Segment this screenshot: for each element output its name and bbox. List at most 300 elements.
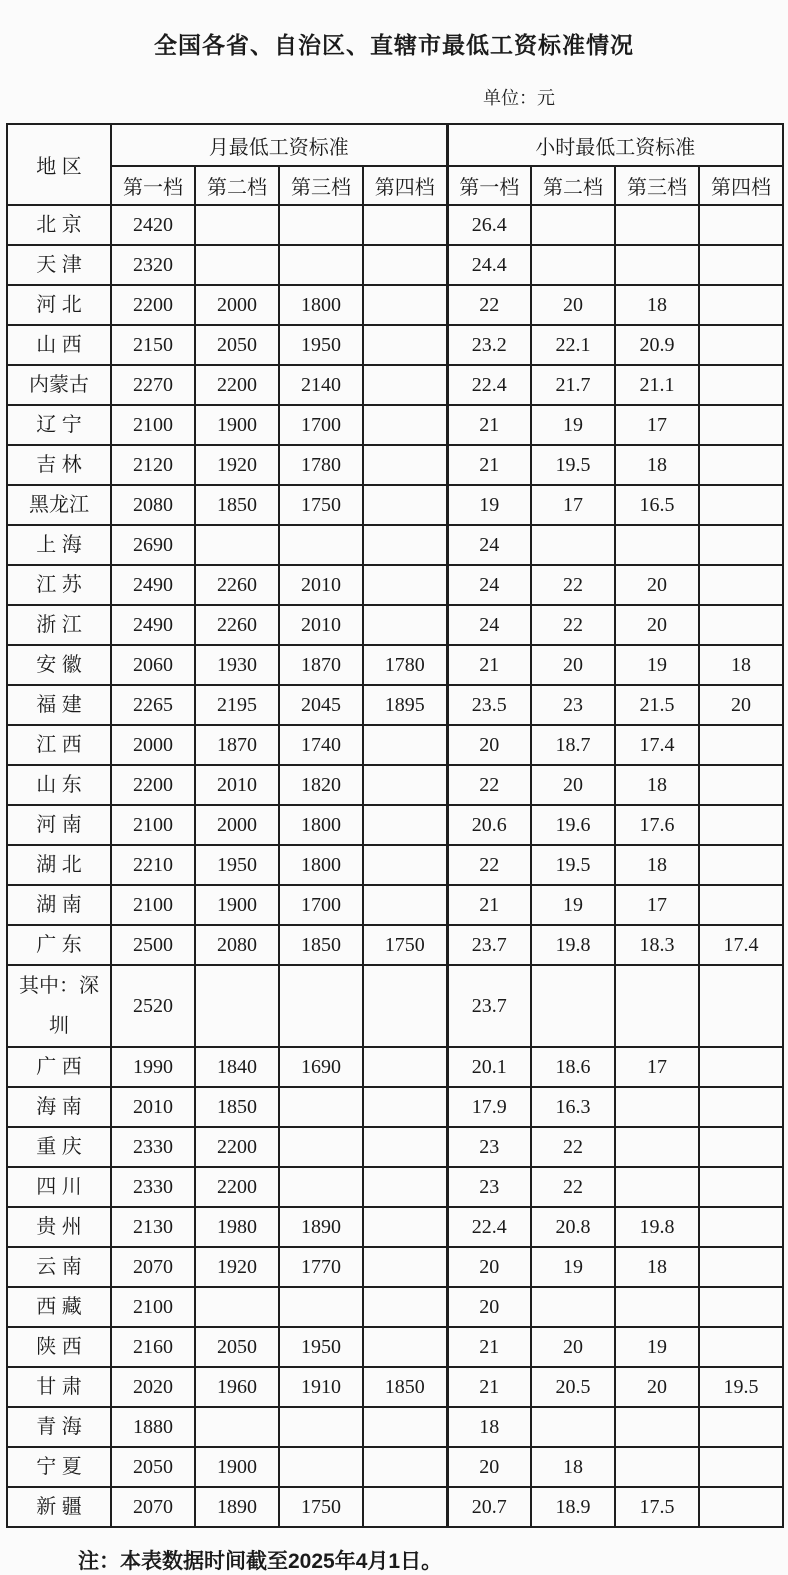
value-cell [699, 605, 783, 645]
value-cell: 20.5 [531, 1367, 615, 1407]
value-cell [279, 1287, 363, 1327]
value-cell: 20 [615, 565, 699, 605]
value-cell [363, 1447, 447, 1487]
value-cell: 21.1 [615, 365, 699, 405]
value-cell: 2000 [111, 725, 195, 765]
value-cell: 2100 [111, 1287, 195, 1327]
value-cell [531, 245, 615, 285]
value-cell: 1770 [279, 1247, 363, 1287]
value-cell: 17 [615, 405, 699, 445]
table-row [7, 1087, 783, 1127]
value-cell: 2210 [111, 845, 195, 885]
value-cell: 20 [531, 645, 615, 685]
table-row [7, 965, 783, 1047]
value-cell: 2260 [195, 605, 279, 645]
value-cell: 19 [447, 485, 531, 525]
value-cell: 24 [447, 525, 531, 565]
value-cell: 26.4 [447, 205, 531, 245]
value-cell: 20.9 [615, 325, 699, 365]
table-row [7, 1127, 783, 1167]
value-cell [363, 1167, 447, 1207]
value-cell: 2330 [111, 1167, 195, 1207]
value-cell: 23.7 [447, 965, 531, 1047]
value-cell: 19 [615, 645, 699, 685]
region-cell: 其中：深圳 [7, 965, 111, 1047]
value-cell: 1800 [279, 845, 363, 885]
value-cell [363, 845, 447, 885]
value-cell [699, 525, 783, 565]
value-cell [363, 1127, 447, 1167]
value-cell [615, 525, 699, 565]
value-cell: 2195 [195, 685, 279, 725]
value-cell: 18 [615, 1247, 699, 1287]
value-cell: 2010 [279, 605, 363, 645]
region-cell: 重 庆 [7, 1127, 111, 1167]
value-cell: 1800 [279, 285, 363, 325]
value-cell [699, 365, 783, 405]
value-cell: 23.5 [447, 685, 531, 725]
value-cell: 1820 [279, 765, 363, 805]
region-cell: 辽 宁 [7, 405, 111, 445]
footer-note: 注：本表数据时间截至2025年4月1日。 [78, 1550, 443, 1573]
region-cell: 甘 肃 [7, 1367, 111, 1407]
value-cell: 20 [447, 1447, 531, 1487]
value-cell: 1740 [279, 725, 363, 765]
value-cell: 1750 [279, 485, 363, 525]
table-row [7, 1167, 783, 1207]
value-cell: 22 [447, 845, 531, 885]
value-cell: 2045 [279, 685, 363, 725]
value-cell [699, 565, 783, 605]
table-row [7, 405, 783, 445]
value-cell [615, 245, 699, 285]
value-cell: 2080 [195, 925, 279, 965]
table-row [7, 285, 783, 325]
region-cell: 江 西 [7, 725, 111, 765]
value-cell: 21 [447, 645, 531, 685]
value-cell [531, 525, 615, 565]
value-cell: 1990 [111, 1047, 195, 1087]
value-cell [531, 965, 615, 1047]
value-cell: 2320 [111, 245, 195, 285]
value-cell [699, 1047, 783, 1087]
value-cell [363, 1407, 447, 1447]
value-cell: 19.5 [531, 445, 615, 485]
value-cell: 2500 [111, 925, 195, 965]
value-cell [363, 965, 447, 1047]
table-row [7, 725, 783, 765]
monthly-group-header: 月最低工资标准 [111, 124, 447, 166]
value-cell: 19 [531, 405, 615, 445]
value-cell [531, 1407, 615, 1447]
value-cell: 16.5 [615, 485, 699, 525]
value-cell: 20 [531, 765, 615, 805]
value-cell: 2000 [195, 285, 279, 325]
value-cell [363, 765, 447, 805]
value-cell: 2070 [111, 1247, 195, 1287]
value-cell: 2020 [111, 1367, 195, 1407]
value-cell: 18 [615, 285, 699, 325]
table-row [7, 765, 783, 805]
value-cell [363, 885, 447, 925]
value-cell: 2060 [111, 645, 195, 685]
value-cell: 1960 [195, 1367, 279, 1407]
value-cell [363, 485, 447, 525]
value-cell: 23 [531, 685, 615, 725]
value-cell: 23 [447, 1167, 531, 1207]
value-cell [699, 965, 783, 1047]
value-cell: 1870 [279, 645, 363, 685]
value-cell: 22 [447, 285, 531, 325]
value-cell: 2160 [111, 1327, 195, 1367]
value-cell: 2200 [111, 765, 195, 805]
region-cell: 河 南 [7, 805, 111, 845]
value-cell: 23.2 [447, 325, 531, 365]
region-cell: 上 海 [7, 525, 111, 565]
value-cell: 1950 [279, 325, 363, 365]
value-cell: 1800 [279, 805, 363, 845]
value-cell: 1900 [195, 1447, 279, 1487]
value-cell: 17.6 [615, 805, 699, 845]
value-cell: 22.4 [447, 365, 531, 405]
table-row [7, 1047, 783, 1087]
value-cell [699, 1087, 783, 1127]
value-cell [363, 525, 447, 565]
value-cell [699, 725, 783, 765]
value-cell: 19 [615, 1327, 699, 1367]
table-row [7, 1327, 783, 1367]
table-row [7, 1247, 783, 1287]
value-cell [363, 565, 447, 605]
value-cell: 1900 [195, 405, 279, 445]
value-cell: 22 [531, 1167, 615, 1207]
value-cell: 20.7 [447, 1487, 531, 1527]
value-cell: 19.8 [531, 925, 615, 965]
value-cell: 2520 [111, 965, 195, 1047]
value-cell: 1840 [195, 1047, 279, 1087]
value-cell: 2490 [111, 605, 195, 645]
value-cell: 22 [447, 765, 531, 805]
table-row [7, 325, 783, 365]
value-cell [615, 965, 699, 1047]
value-cell: 1780 [279, 445, 363, 485]
value-cell: 2010 [111, 1087, 195, 1127]
value-cell [615, 1407, 699, 1447]
value-cell [195, 965, 279, 1047]
wage-table-body [7, 205, 783, 1527]
minimum-wage-table [6, 123, 784, 1528]
value-cell: 20.1 [447, 1047, 531, 1087]
value-cell [195, 1287, 279, 1327]
value-cell [699, 1487, 783, 1527]
value-cell [363, 1207, 447, 1247]
value-cell: 2200 [111, 285, 195, 325]
value-cell: 2200 [195, 1127, 279, 1167]
value-cell: 17 [615, 1047, 699, 1087]
table-row [7, 805, 783, 845]
value-cell [615, 1287, 699, 1327]
value-cell [195, 1407, 279, 1447]
monthly-tier-1-header: 第一档 [111, 166, 195, 205]
value-cell [195, 245, 279, 285]
value-cell: 1930 [195, 645, 279, 685]
value-cell: 20 [531, 285, 615, 325]
monthly-tier-3-header: 第三档 [279, 166, 363, 205]
value-cell [699, 405, 783, 445]
hourly-tier-1-header: 第一档 [447, 166, 531, 205]
value-cell: 2120 [111, 445, 195, 485]
value-cell: 21.5 [615, 685, 699, 725]
value-cell: 20 [699, 685, 783, 725]
value-cell [363, 1087, 447, 1127]
value-cell: 1890 [195, 1487, 279, 1527]
value-cell: 18 [615, 765, 699, 805]
region-cell: 山 西 [7, 325, 111, 365]
value-cell: 22 [531, 1127, 615, 1167]
region-cell: 天 津 [7, 245, 111, 285]
value-cell [699, 445, 783, 485]
value-cell: 1900 [195, 885, 279, 925]
monthly-tier-4-header: 第四档 [363, 166, 447, 205]
value-cell [699, 205, 783, 245]
value-cell: 1890 [279, 1207, 363, 1247]
value-cell: 22.4 [447, 1207, 531, 1247]
value-cell: 17.4 [699, 925, 783, 965]
table-row [7, 845, 783, 885]
value-cell [699, 1327, 783, 1367]
value-cell: 18 [615, 845, 699, 885]
value-cell: 19 [531, 885, 615, 925]
value-cell [615, 1127, 699, 1167]
region-cell: 河 北 [7, 285, 111, 325]
region-cell: 江 苏 [7, 565, 111, 605]
value-cell [699, 1207, 783, 1247]
value-cell [279, 205, 363, 245]
value-cell: 1950 [195, 845, 279, 885]
region-cell: 山 东 [7, 765, 111, 805]
value-cell: 1850 [195, 1087, 279, 1127]
value-cell: 19.5 [531, 845, 615, 885]
value-cell: 1950 [279, 1327, 363, 1367]
table-row [7, 925, 783, 965]
value-cell: 2270 [111, 365, 195, 405]
region-cell: 新 疆 [7, 1487, 111, 1527]
value-cell: 21 [447, 405, 531, 445]
hourly-tier-2-header: 第二档 [531, 166, 615, 205]
value-cell [363, 285, 447, 325]
value-cell: 20.8 [531, 1207, 615, 1247]
unit-label: 单位：元 [483, 88, 555, 108]
value-cell: 2690 [111, 525, 195, 565]
value-cell: 17.4 [615, 725, 699, 765]
value-cell [699, 845, 783, 885]
value-cell [279, 1407, 363, 1447]
value-cell: 1910 [279, 1367, 363, 1407]
region-cell: 宁 夏 [7, 1447, 111, 1487]
value-cell [279, 1167, 363, 1207]
table-row [7, 565, 783, 605]
table-row [7, 1487, 783, 1527]
value-cell: 18.7 [531, 725, 615, 765]
hourly-tier-4-header: 第四档 [699, 166, 783, 205]
value-cell [363, 325, 447, 365]
value-cell: 22 [531, 565, 615, 605]
table-row [7, 685, 783, 725]
value-cell: 2050 [111, 1447, 195, 1487]
region-cell: 广 东 [7, 925, 111, 965]
value-cell [699, 1447, 783, 1487]
region-cell: 四 川 [7, 1167, 111, 1207]
region-cell: 陕 西 [7, 1327, 111, 1367]
value-cell: 2070 [111, 1487, 195, 1527]
value-cell: 17 [531, 485, 615, 525]
value-cell [279, 1087, 363, 1127]
value-cell: 1750 [363, 925, 447, 965]
value-cell: 17.5 [615, 1487, 699, 1527]
region-cell: 云 南 [7, 1247, 111, 1287]
value-cell [699, 1247, 783, 1287]
value-cell: 2330 [111, 1127, 195, 1167]
value-cell [699, 1407, 783, 1447]
value-cell: 21 [447, 1327, 531, 1367]
table-row [7, 365, 783, 405]
value-cell [615, 205, 699, 245]
value-cell: 20 [615, 605, 699, 645]
value-cell: 2100 [111, 885, 195, 925]
region-cell: 安 徽 [7, 645, 111, 685]
value-cell: 19 [531, 1247, 615, 1287]
value-cell [615, 1087, 699, 1127]
value-cell: 16.3 [531, 1087, 615, 1127]
value-cell: 17 [615, 885, 699, 925]
table-row [7, 1447, 783, 1487]
value-cell [699, 485, 783, 525]
value-cell [279, 1127, 363, 1167]
value-cell: 20 [531, 1327, 615, 1367]
table-row [7, 1407, 783, 1447]
value-cell [363, 1247, 447, 1287]
region-cell: 湖 北 [7, 845, 111, 885]
value-cell [699, 885, 783, 925]
value-cell: 2150 [111, 325, 195, 365]
region-cell: 贵 州 [7, 1207, 111, 1247]
region-cell: 黑龙江 [7, 485, 111, 525]
value-cell [615, 1447, 699, 1487]
value-cell: 22.1 [531, 325, 615, 365]
value-cell: 18.6 [531, 1047, 615, 1087]
table-row [7, 1367, 783, 1407]
value-cell [531, 1287, 615, 1327]
value-cell: 2260 [195, 565, 279, 605]
value-cell: 2050 [195, 1327, 279, 1367]
value-cell: 20 [447, 1287, 531, 1327]
value-cell: 2000 [195, 805, 279, 845]
value-cell: 2080 [111, 485, 195, 525]
value-cell [699, 765, 783, 805]
table-row [7, 205, 783, 245]
value-cell: 2200 [195, 1167, 279, 1207]
value-cell: 18 [447, 1407, 531, 1447]
value-cell [699, 1127, 783, 1167]
page-title: 全国各省、自治区、直辖市最低工资标准情况 [154, 32, 634, 58]
value-cell: 24.4 [447, 245, 531, 285]
value-cell: 23.7 [447, 925, 531, 965]
region-cell: 吉 林 [7, 445, 111, 485]
value-cell [699, 245, 783, 285]
value-cell [363, 1287, 447, 1327]
value-cell: 1850 [363, 1367, 447, 1407]
value-cell: 1920 [195, 445, 279, 485]
table-row [7, 885, 783, 925]
value-cell: 18 [699, 645, 783, 685]
region-cell: 内蒙古 [7, 365, 111, 405]
value-cell: 2200 [195, 365, 279, 405]
value-cell: 21 [447, 445, 531, 485]
value-cell [363, 1327, 447, 1367]
value-cell: 20 [447, 725, 531, 765]
value-cell: 1870 [195, 725, 279, 765]
table-row [7, 1207, 783, 1247]
value-cell: 19.8 [615, 1207, 699, 1247]
value-cell [363, 445, 447, 485]
value-cell: 20 [615, 1367, 699, 1407]
value-cell: 19.5 [699, 1367, 783, 1407]
value-cell: 20 [447, 1247, 531, 1287]
value-cell: 1700 [279, 885, 363, 925]
value-cell: 1700 [279, 405, 363, 445]
value-cell [363, 1047, 447, 1087]
hourly-group-header: 小时最低工资标准 [447, 124, 783, 166]
value-cell: 2265 [111, 685, 195, 725]
value-cell: 19.6 [531, 805, 615, 845]
value-cell: 21 [447, 885, 531, 925]
value-cell [279, 245, 363, 285]
region-cell: 北 京 [7, 205, 111, 245]
value-cell: 18.9 [531, 1487, 615, 1527]
region-cell: 浙 江 [7, 605, 111, 645]
table-row [7, 245, 783, 285]
value-cell: 1850 [195, 485, 279, 525]
region-cell: 海 南 [7, 1087, 111, 1127]
table-row [7, 605, 783, 645]
value-cell: 2100 [111, 805, 195, 845]
table-row [7, 485, 783, 525]
value-cell: 2140 [279, 365, 363, 405]
value-cell: 1850 [279, 925, 363, 965]
value-cell: 2490 [111, 565, 195, 605]
value-cell: 22 [531, 605, 615, 645]
region-cell: 福 建 [7, 685, 111, 725]
value-cell: 18 [615, 445, 699, 485]
value-cell [699, 285, 783, 325]
hourly-tier-3-header: 第三档 [615, 166, 699, 205]
table-row [7, 445, 783, 485]
value-cell [699, 325, 783, 365]
value-cell [279, 1447, 363, 1487]
value-cell [279, 525, 363, 565]
region-cell: 西 藏 [7, 1287, 111, 1327]
region-cell: 广 西 [7, 1047, 111, 1087]
value-cell: 1690 [279, 1047, 363, 1087]
header-row-groups [7, 124, 783, 166]
value-cell [531, 205, 615, 245]
value-cell: 20.6 [447, 805, 531, 845]
value-cell: 18 [531, 1447, 615, 1487]
value-cell: 17.9 [447, 1087, 531, 1127]
value-cell [363, 205, 447, 245]
value-cell [363, 405, 447, 445]
value-cell: 24 [447, 605, 531, 645]
